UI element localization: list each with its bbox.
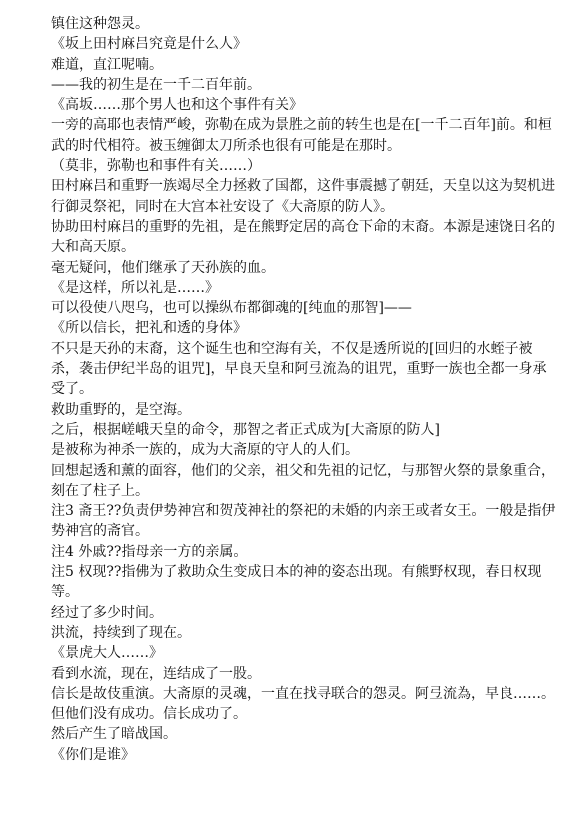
paragraph: 《你们是谁》 [51,746,135,763]
paragraph: 是被称为神杀一族的，成为大斋原的守人的人们。 [51,442,359,459]
paragraph: 不只是天孙的末裔，这个诞生也和空海有关，不仅是透所说的[回归的水蛭子被杀，袭击伊纪半岛的诅咒]，早良天皇和阿弖流為的诅咒，重野一族也全都一身承受了。 [51,340,547,398]
paragraph: 救助重野的，是空海。 [51,401,191,418]
paragraph: 可以役使八咫乌，也可以操纵布都御魂的[纯血的那智]—— [51,300,412,317]
footnote: 注5 权现??指佛为了救助众生变成日本的神的姿态出现。有熊野权现，春日权现等。 [51,564,542,601]
paragraph: 《是这样，所以礼是……》 [51,279,219,296]
paragraph: 信长是故伎重演。大斋原的灵魂，一直在找寻联合的怨灵。阿弖流為，早良……。但他们没有成功。信长成功了。 [51,685,555,723]
paragraph: 之后，根据嵯峨天皇的命令，那智之者正式成为[大斋原的防人] [51,421,440,438]
paragraph: 难道，直江呢喃。 [51,56,163,73]
paragraph: 看到水流，现在，连结成了一股。 [51,665,261,682]
paragraph: 一旁的高耶也表情严峻，弥勒在成为景胜之前的转生也是在[一千二百年]前。和桓武的时代相符。被玉缠御太刀所杀也很有可能是在那时。 [51,117,552,154]
paragraph: 洪流，持续到了现在。 [51,624,191,641]
paragraph: 《所以信长，把礼和透的身体》 [51,320,247,337]
paragraph: 经过了多少时间。 [51,604,163,621]
paragraph: 然后产生了暗战国。 [51,726,177,743]
footnote: 注4 外戚??指母亲一方的亲属。 [51,543,248,560]
paragraph: ——我的初生是在一千二百年前。 [51,76,261,93]
paragraph: （莫非，弥勒也和事件有关……） [51,158,261,175]
paragraph: 回想起透和薰的面容，他们的父亲，祖父和先祖的记忆，与那智火祭的景象重合，刻在了柱子上。 [51,462,555,499]
paragraph: 《景虎大人……》 [51,645,163,662]
document-body [51,14,556,765]
paragraph: 《坂上田村麻吕究竟是什么人》 [51,36,247,53]
paragraph: 《高坂……那个男人也和这个事件有关》 [51,97,303,114]
paragraph: 毫无疑问，他们继承了天孙族的血。 [51,259,275,276]
paragraph: 协助田村麻吕的重野的先祖，是在熊野定居的高仓下命的末裔。本源是速饶日名的大和高天原。 [51,218,555,256]
footnote: 注3 斋王??负责伊势神宫和贺茂神社的祭祀的未婚的内亲王或者女王。一般是指伊势神宫的斋官。 [51,503,556,540]
paragraph: 田村麻吕和重野一族竭尽全力拯救了国都，这件事震撼了朝廷，天皇以这为契机进行御灵祭祀，同时在大宫本社安设了《大斋原的防人》。 [51,178,555,215]
paragraph: 镇住这种怨灵。 [51,16,149,32]
